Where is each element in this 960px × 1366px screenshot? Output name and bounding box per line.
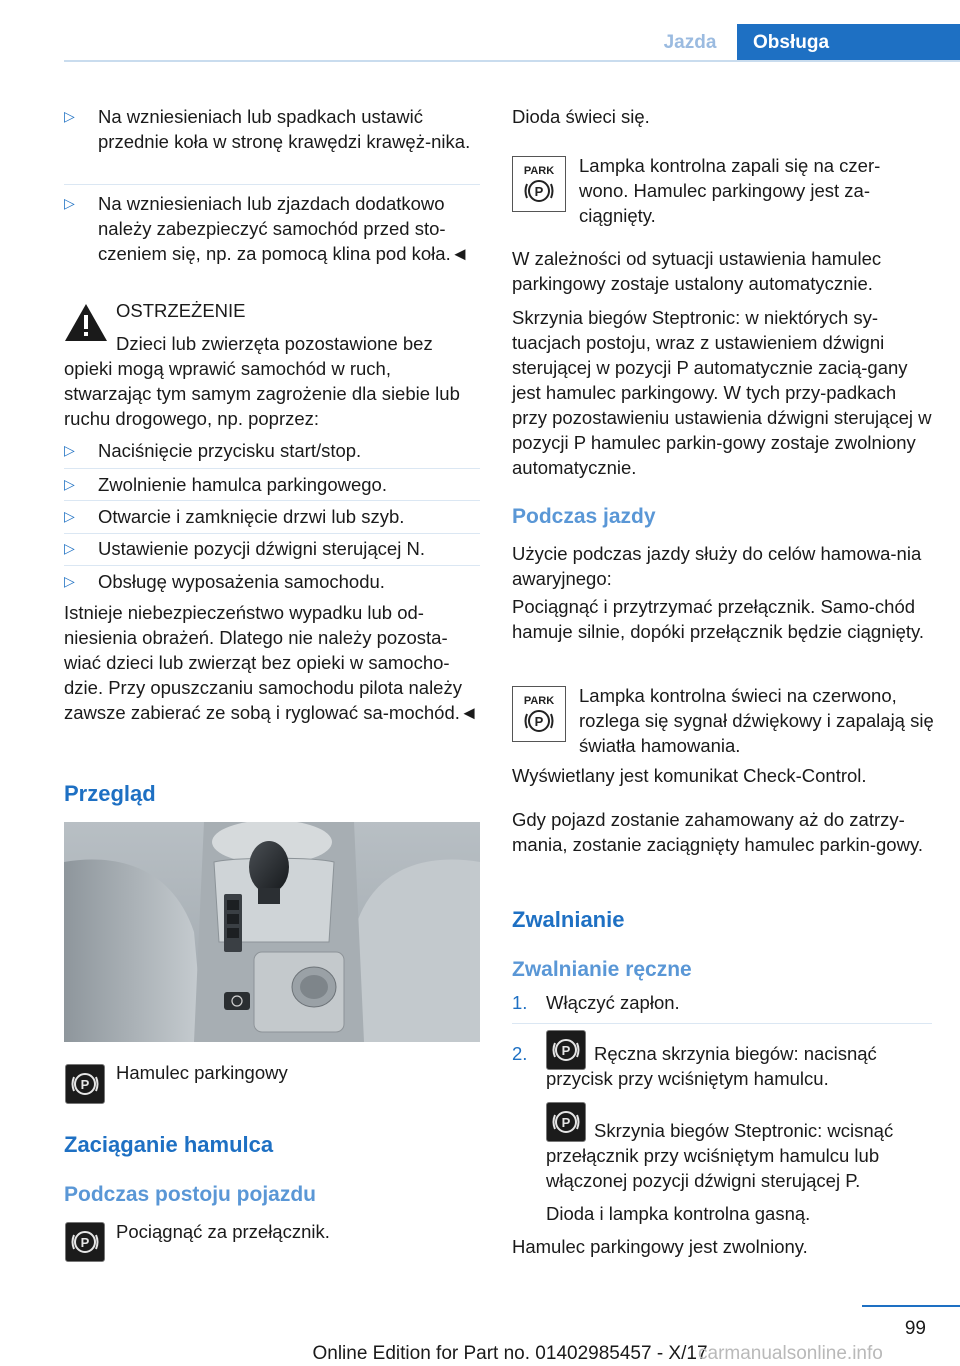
list-divider [64, 565, 480, 566]
list-item: Na wzniesieniach lub zjazdach dodatkowo należy zabezpieczyć samochód przed sto-czeniem się, np. za pomocą klina pod koła.◄ [98, 193, 470, 264]
parking-brake-icon [65, 1222, 105, 1262]
watermark: carmanualsonline.info [698, 1343, 883, 1364]
step-number: 1. [512, 992, 528, 1013]
svg-text:P: P [80, 1235, 90, 1250]
paragraph: Użycie podczas jazdy służy do celów hamowa-nia awaryjnego: [512, 543, 922, 589]
tab-jazda[interactable]: Jazda [663, 32, 717, 53]
list-divider [512, 1023, 932, 1024]
header-divider [64, 60, 960, 62]
bullet-icon: ▷ [64, 442, 75, 458]
paragraph: Gdy pojazd zostanie zahamowany aż do zatrzy-mania, zostanie zaciągnięty hamulec parkin-gowy. [512, 809, 923, 855]
step-number: 2. [512, 1043, 528, 1064]
paragraph: W zależności od sytuacji ustawienia hamulec parkingowy zostaje ustalony automatycznie. [512, 248, 882, 294]
step-text: Włączyć zapłon. [546, 992, 680, 1013]
heading-apply: Zaciąganie hamulca [64, 1132, 274, 1157]
bullet-icon: ▷ [64, 195, 75, 211]
park-label: PARK [523, 165, 555, 177]
park-indicator-text: Lampka kontrolna świeci na czerwono, rozlega się sygnał dźwiękowy i zapalają się światła hamowania. [579, 685, 934, 756]
bullet-icon: ▷ [64, 476, 75, 492]
list-item: Obsługę wyposażenia samochodu. [98, 571, 385, 592]
list-item: Naciśnięcie przycisku start/stop. [98, 440, 362, 461]
list-divider [64, 184, 480, 185]
list-divider [64, 468, 480, 469]
heading-standstill: Podczas postoju pojazdu [64, 1183, 317, 1206]
warning-after-text: Istnieje niebezpieczeństwo wypadku lub od-niesienia obrażeń. Dlatego nie należy pozosta-wiać dzieci lub zwierząt bez opieki w samocho-dzie. Przy opuszczaniu samochodu pilota należy zawsze zabierać ze sobą i ryglować sa-mochód.◄ [64, 602, 479, 723]
paragraph: Wyświetlany jest komunikat Check-Control. [512, 765, 867, 786]
svg-text:P: P [534, 714, 544, 729]
list-divider [64, 500, 480, 501]
step-text: Dioda i lampka kontrolna gasną. [546, 1203, 811, 1224]
warning-title: OSTRZEŻENIE [116, 300, 246, 321]
footer-divider [862, 1305, 960, 1307]
heading-driving: Podczas jazdy [512, 505, 656, 528]
list-item: Ustawienie pozycji dźwigni sterującej N. [98, 538, 425, 559]
pull-switch-text: Pociągnąć za przełącznik. [116, 1221, 330, 1242]
list-item: Otwarcie i zamknięcie drzwi lub szyb. [98, 506, 405, 527]
heading-manual-release: Zwalnianie ręczne [512, 958, 692, 981]
step-text: Ręczna skrzynia biegów: nacisnąć przycisk przy wciśniętym hamulcu. [546, 1043, 877, 1089]
edition-text: Online Edition for Part no. 01402985457 - X/17 [312, 1343, 708, 1364]
warning-text: Dzieci lub zwierzęta pozostawione bez opieki mogą wprawić samochód w ruch, stwarzając tym samym zagrożenie dla siebie lub ruchu drogowego, np. poprzez: [64, 333, 460, 429]
list-item: Na wzniesieniach lub spadkach ustawić przednie koła w stronę krawędzi krawęż-nika. [98, 106, 471, 152]
park-indicator-text: Lampka kontrolna zapali się na czer-wono. Hamulec parkingowy jest za-ciągnięty. [579, 155, 881, 226]
bullet-icon: ▷ [64, 573, 75, 589]
list-item: Zwolnienie hamulca parkingowego. [98, 474, 387, 495]
step-text: Skrzynia biegów Steptronic: wcisnąć przełącznik przy wciśniętym hamulcu lub włączonej pozycji dźwigni sterującej P. [546, 1120, 894, 1191]
parking-brake-icon [65, 1064, 105, 1104]
led-on-text: Dioda świeci się. [512, 106, 650, 127]
caption-parking-brake: Hamulec parkingowy [116, 1062, 288, 1083]
bullet-icon: ▷ [64, 508, 75, 524]
park-indicator-icon [512, 686, 566, 742]
svg-text:P: P [80, 1077, 90, 1092]
list-divider [64, 533, 480, 534]
paragraph: Pociągnąć i przytrzymać przełącznik. Samo-chód hamuje silnie, dopóki przełącznik będzie ciągnięty. [512, 596, 925, 642]
tab-obsluga[interactable]: Obsługa [737, 24, 960, 62]
paragraph: Skrzynia biegów Steptronic: w niektórych sy-tuacjach postoju, wraz z ustawieniem dźwigni sterującej w pozycji P automatycznie zacią-gany jest hamulec parkingowy. W tych przy-padkach przy pozostawieniu ustawienia dźwigni sterującej w pozycji P hamulec parkin-gowy zostaje zwolniony automatycznie. [512, 307, 932, 478]
heading-overview: Przegląd [64, 781, 156, 806]
svg-text:P: P [561, 1043, 571, 1058]
park-indicator-icon [512, 156, 566, 212]
park-label: PARK [523, 695, 555, 707]
final-text: Hamulec parkingowy jest zwolniony. [512, 1236, 808, 1257]
page-number: 99 [904, 1318, 926, 1339]
bullet-icon: ▷ [64, 108, 75, 124]
heading-release: Zwalnianie [512, 907, 625, 932]
svg-text:P: P [534, 184, 544, 199]
center-console-photo [64, 822, 480, 1042]
svg-text:P: P [561, 1115, 571, 1130]
bullet-icon: ▷ [64, 540, 75, 556]
